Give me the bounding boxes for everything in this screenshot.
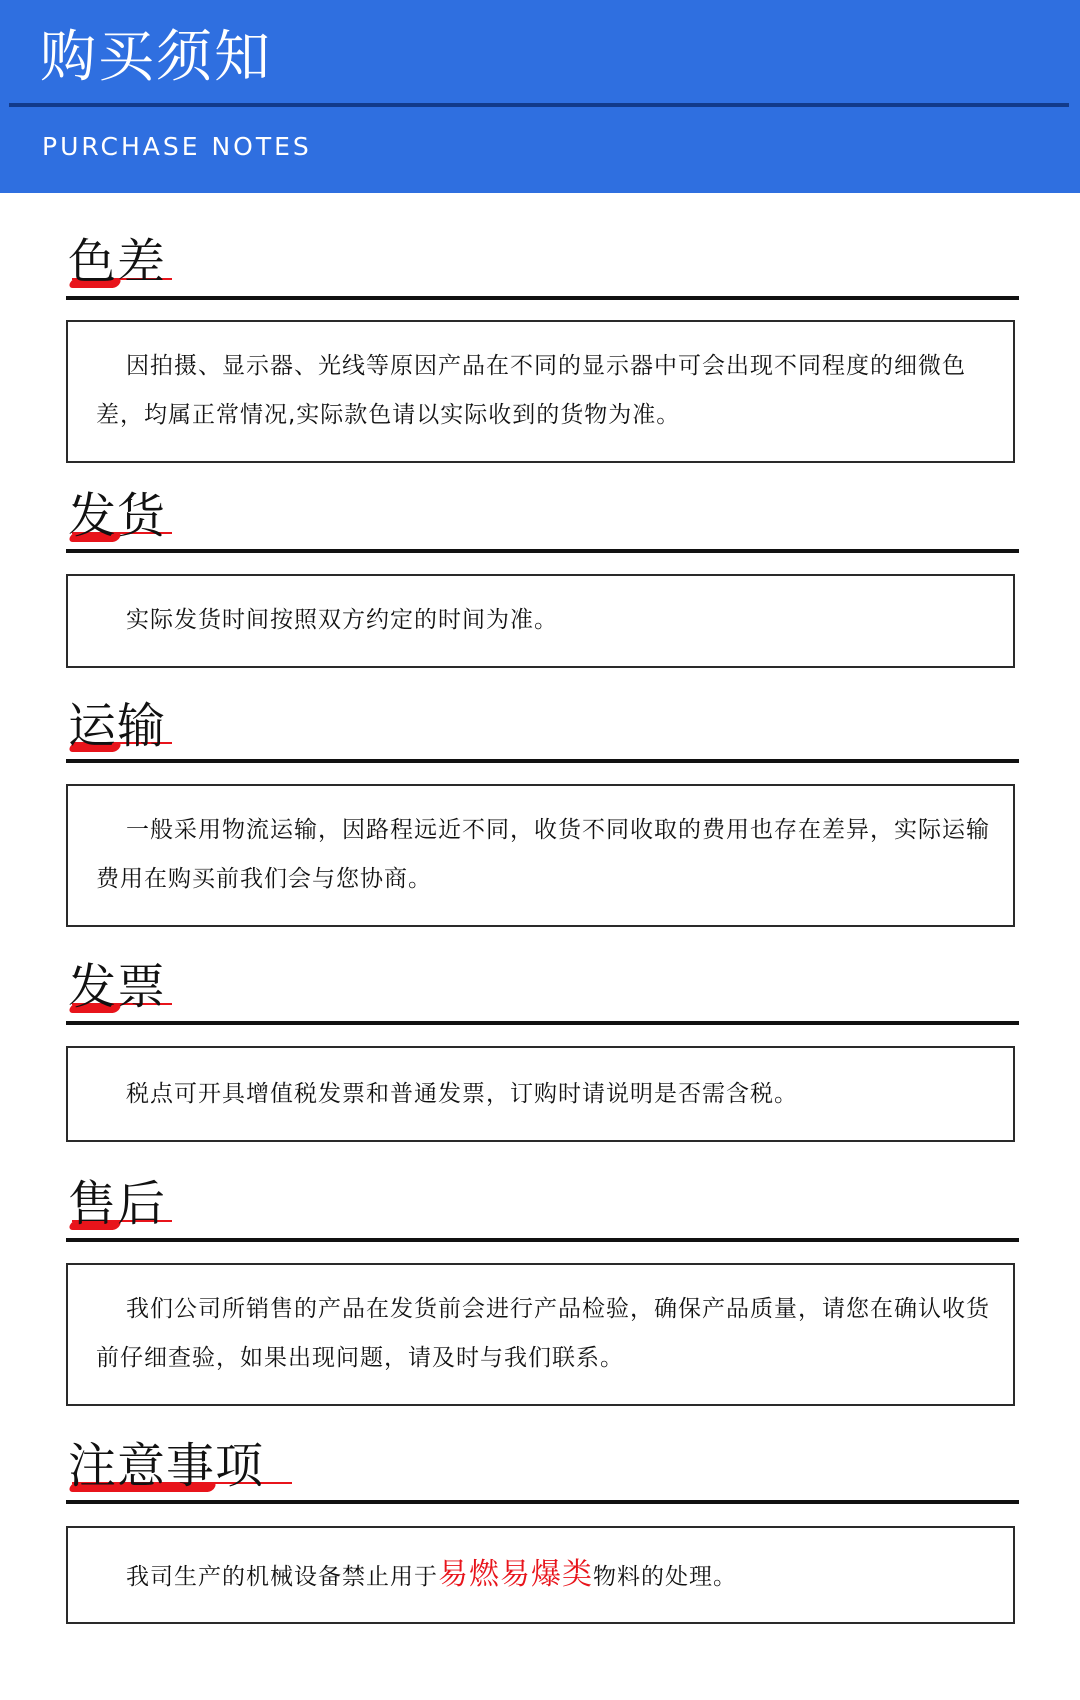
section-title: 售后 <box>68 1176 167 1232</box>
header-divider <box>9 103 1069 107</box>
section-content-box <box>66 574 1015 668</box>
section-title: 注意事项 <box>68 1438 265 1494</box>
section-text <box>96 1550 1001 1602</box>
page-title: 购买须知 <box>40 25 272 90</box>
section-divider <box>66 296 1019 300</box>
section-title: 色差 <box>68 234 167 290</box>
text-before: 我司生产的机械设备禁止用于 <box>126 1564 438 1590</box>
section-title: 运输 <box>68 698 167 754</box>
section-text: 一般采用物流运输，因路程远近不同，收货不同收取的费用也存在差异，实际运输费用在购买前我们会与您协商。 <box>96 817 990 892</box>
page-subtitle: PURCHASE NOTES <box>42 132 312 161</box>
section-divider <box>66 1238 1019 1242</box>
text-after: 物料的处理。 <box>593 1564 737 1590</box>
section-title: 发票 <box>68 959 167 1015</box>
section-text: 我们公司所销售的产品在发货前会进行产品检验，确保产品质量，请您在确认收货前仔细查验，如果出现问题，请及时与我们联系。 <box>96 1296 990 1371</box>
section-content-box <box>66 1526 1015 1624</box>
warning-highlight: 易燃易爆类 <box>438 1557 593 1592</box>
header-banner <box>0 0 1080 193</box>
section-content-box <box>66 1263 1015 1406</box>
section-content-box <box>66 1046 1015 1142</box>
section-text: 实际发货时间按照双方约定的时间为准。 <box>126 607 558 633</box>
section-divider <box>66 759 1019 763</box>
section-divider <box>66 1021 1019 1025</box>
section-divider <box>66 1500 1019 1504</box>
section-divider <box>66 549 1019 553</box>
section-content-box <box>66 784 1015 927</box>
section-text: 税点可开具增值税发票和普通发票，订购时请说明是否需含税。 <box>126 1081 798 1107</box>
section-text: 因拍摄、显示器、光线等原因产品在不同的显示器中可会出现不同程度的细微色差，均属正常情况,实际款色请以实际收到的货物为准。 <box>96 353 966 428</box>
section-content-box <box>66 320 1015 463</box>
section-title: 发货 <box>68 488 167 544</box>
